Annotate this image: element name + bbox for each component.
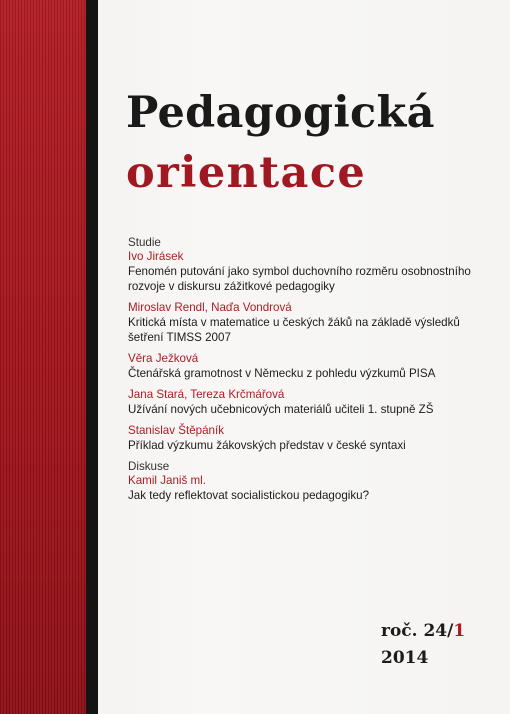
issue-number: 1 (453, 621, 466, 641)
toc-entry (128, 474, 498, 503)
article-title: Fenomén putování jako symbol duchovního rozměru osobnostního rozvoje v diskursu zážitkové pedagogiky (128, 265, 471, 293)
volume-prefix: roč. 24/ (381, 621, 454, 641)
article-title: Čtenářská gramotnost v Německu z pohledu výzkumů PISA (128, 367, 436, 380)
toc-entry (128, 352, 498, 381)
volume-issue (381, 623, 465, 640)
table-of-contents (128, 236, 498, 510)
journal-title-line-2: orientace (126, 148, 367, 198)
publication-year: 2014 (381, 648, 429, 668)
article-authors: Věra Ježková (128, 352, 199, 365)
article-authors: Jana Stará, Tereza Krčmářová (128, 388, 285, 401)
article-title: Příklad výzkumu žákovských představ v české syntaxi (128, 439, 406, 452)
section-label: Studie (128, 236, 161, 249)
article-title: Užívání nových učebnicových materiálů učiteli 1. stupně ZŠ (128, 403, 434, 416)
toc-entry (128, 424, 498, 453)
toc-entry (128, 388, 498, 417)
article-authors: Kamil Janiš ml. (128, 474, 206, 487)
toc-entry (128, 250, 498, 294)
article-authors: Ivo Jirásek (128, 250, 184, 263)
article-title: Kritická místa v matematice u českých žáků na základě výsledků šetření TIMSS 2007 (128, 316, 460, 344)
toc-entry (128, 301, 498, 345)
black-spine-divider (86, 0, 98, 714)
toc-section-diskuse (128, 460, 498, 503)
red-spine-band (0, 0, 86, 714)
journal-title-line-1: Pedagogická (126, 88, 435, 138)
article-authors: Stanislav Štěpáník (128, 424, 225, 437)
section-label: Diskuse (128, 460, 170, 473)
article-authors: Miroslav Rendl, Naďa Vondrová (128, 301, 292, 314)
toc-section-studie (128, 236, 498, 453)
article-title: Jak tedy reflektovat socialistickou pedagogiku? (128, 489, 370, 502)
